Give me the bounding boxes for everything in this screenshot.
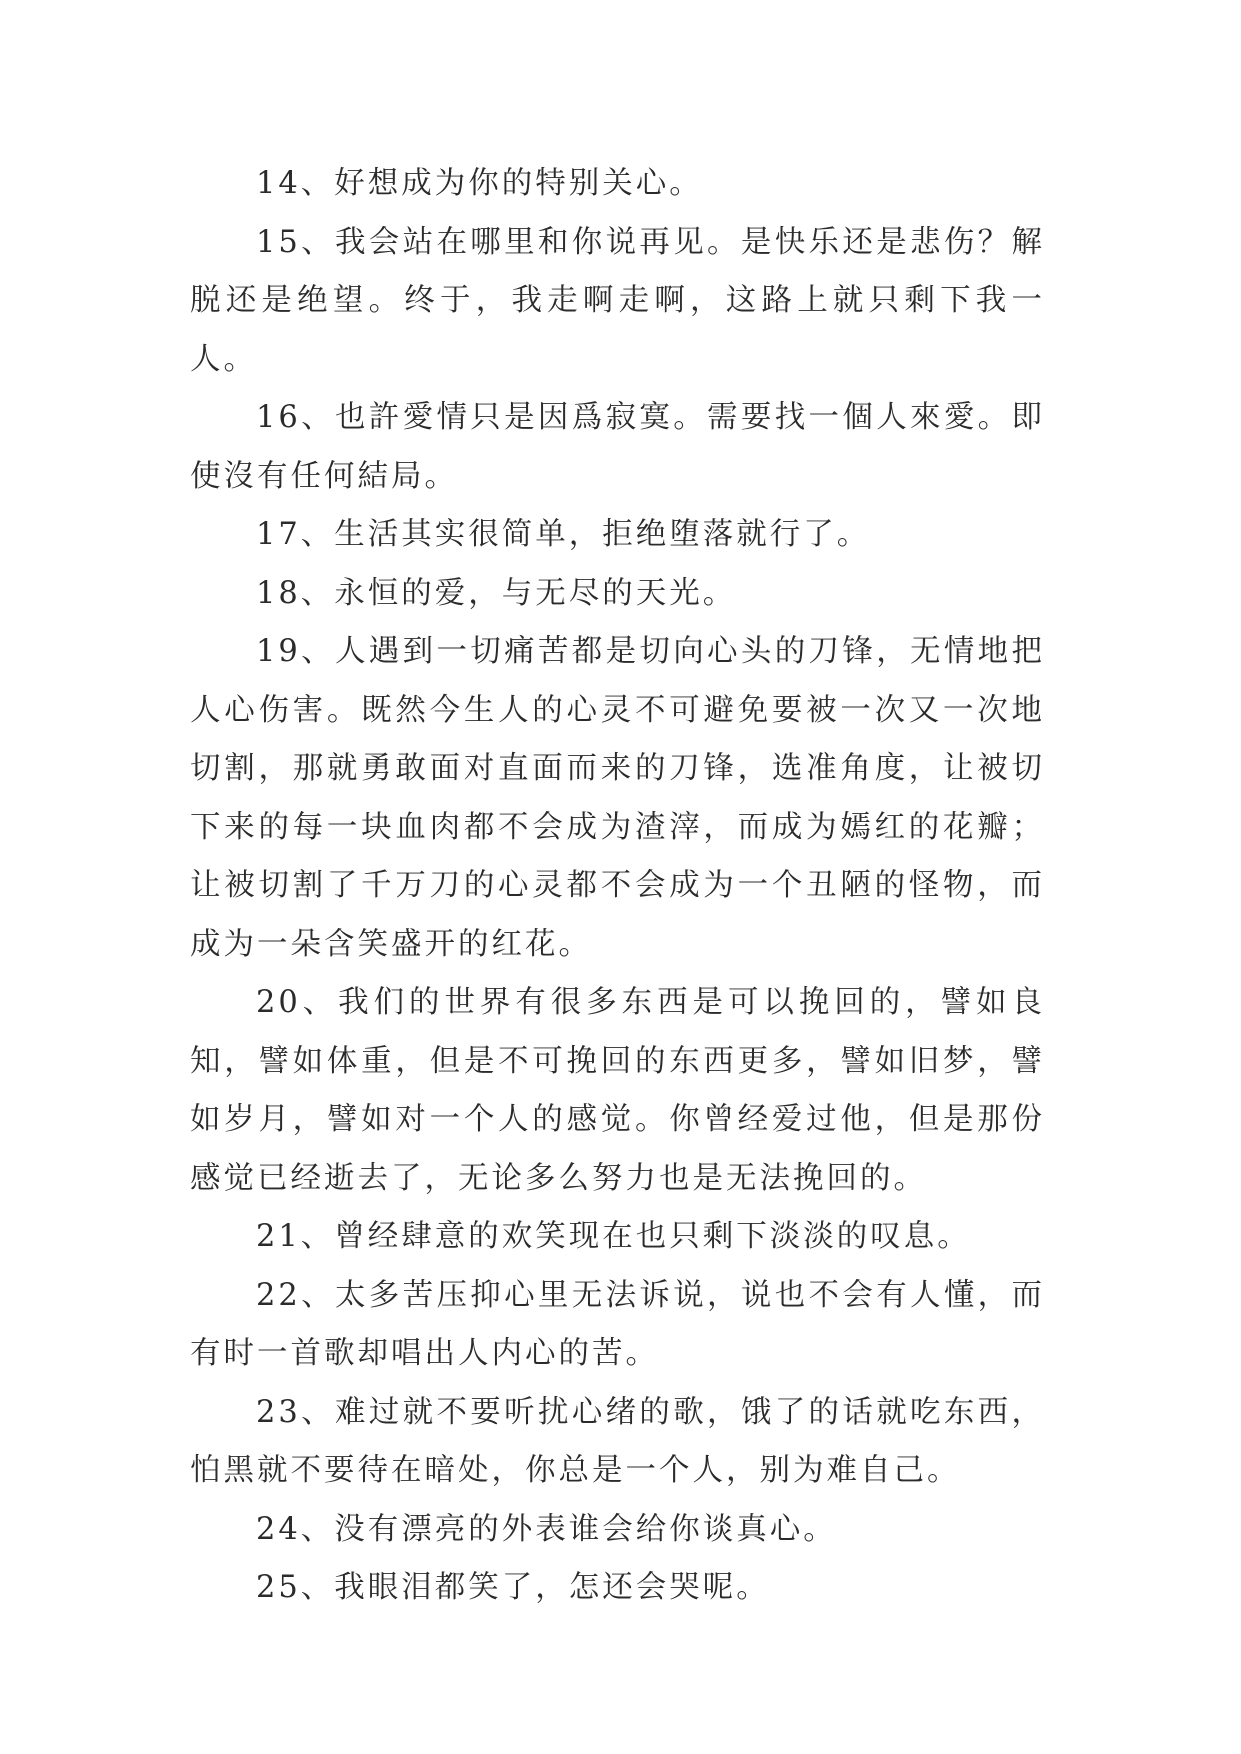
paragraph-19: 19、人遇到一切痛苦都是切向心头的刀锋，无情地把人心伤害。既然今生人的心灵不可避免要被一次又一次地切割，那就勇敢面对直面而来的刀锋，选准角度，让被切下来的每一块血肉都不会成为渣滓，而成为嫣红的花瓣；让被切割了千万刀的心灵都不会成为一个丑陋的怪物，而成为一朵含笑盛开的红花。: [190, 634, 1045, 962]
paragraph-15: 15、我会站在哪里和你说再见。是快乐还是悲伤？解脱还是绝望。终于，我走啊走啊，这路上就只剩下我一人。: [190, 224, 1045, 377]
paragraph-16: 16、也許愛情只是因爲寂寞。需要找一個人來愛。即使沒有任何結局。: [190, 400, 1045, 494]
paragraph-23: 23、难过就不要听扰心绪的歌，饿了的话就吃东西，怕黑就不要待在暗处，你总是一个人，别为难自己。: [190, 1394, 1045, 1488]
paragraph-22: 22、太多苦压抑心里无法诉说，说也不会有人懂，而有时一首歌却唱出人内心的苦。: [190, 1277, 1045, 1371]
paragraph-24: 24、没有漂亮的外表谁会给你谈真心。: [256, 1511, 837, 1547]
paragraph-14: 14、好想成为你的特别关心。: [256, 166, 703, 201]
paragraph-18: 18、永恒的爱，与无尽的天光。: [256, 575, 737, 611]
paragraph-17: 17、生活其实很简单，拒绝堕落就行了。: [256, 517, 871, 552]
paragraph-21: 21、曾经肆意的欢笑现在也只剩下淡淡的叹息。: [256, 1219, 971, 1254]
paragraph-20: 20、我们的世界有很多东西是可以挽回的，譬如良知，譬如体重，但是不可挽回的东西更多，譬如旧梦，譬如岁月，譬如对一个人的感觉。你曾经爱过他，但是那份感觉已经逝去了，无论多么努力也是无法挽回的。: [190, 985, 1045, 1196]
paragraph-25: 25、我眼泪都笑了，怎还会哭呢。: [256, 1570, 770, 1605]
document-body: [190, 155, 1045, 1618]
